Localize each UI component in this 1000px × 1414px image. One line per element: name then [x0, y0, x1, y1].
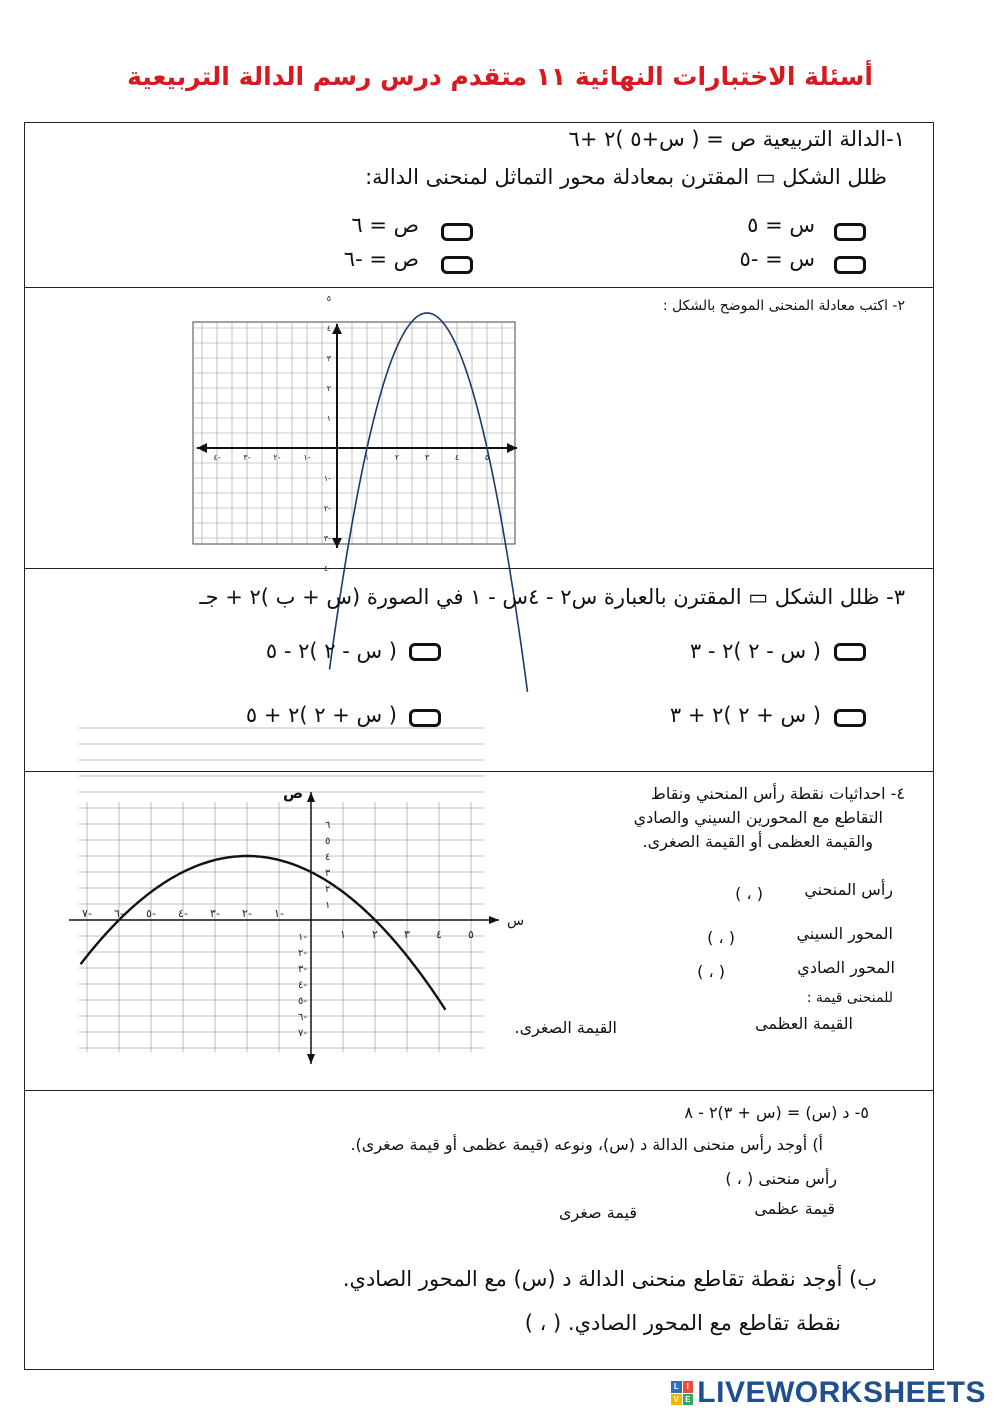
q4-x-tick-label: ٥-: [146, 907, 156, 920]
question-3-box: [24, 568, 934, 772]
q4-x-tick-label: ٢-: [242, 907, 252, 920]
q4-vertex-label: رأس المنحني: [804, 880, 893, 899]
q1-option-2-checkbox[interactable]: [441, 223, 473, 241]
q1-line2: ظلل الشكل ▭ المقترن بمعادلة محور التماثل لمنحنى الدالة:: [365, 165, 887, 189]
question-4-box: [24, 771, 934, 1091]
q2-y-tick-label: ٣-: [323, 534, 331, 543]
q2-x-tick-label: ١: [364, 453, 370, 462]
q4-y-tick-label: ٦-: [298, 1012, 307, 1023]
q4-x-tick-label: ٢: [372, 928, 378, 941]
q3-option-4: ( س + ٢ )٢ + ٥: [245, 703, 397, 727]
q4-x-tick-label: ٣-: [210, 907, 220, 920]
q4-y-tick-label: ٦: [325, 820, 331, 831]
q2-x-tick-label: ٣: [424, 453, 430, 462]
q2-y-tick-label: ٤: [326, 324, 331, 333]
q4-y-arrow-up: [307, 792, 315, 802]
liveworksheets-logo: [671, 1376, 986, 1410]
q4-parabola-curve: [81, 856, 446, 1010]
q1-line1: ١-الدالة التربيعية ص = ( س+٥ )٢ +٦: [568, 127, 905, 151]
question-5-box: [24, 1090, 934, 1370]
q3-option-3: ( س + ٢ )٢ + ٣: [669, 703, 821, 727]
question-2-box: [24, 287, 934, 573]
q4-x-tick-label: ٦-: [114, 907, 124, 920]
q4-y-tick-label: ٣: [325, 868, 331, 879]
q2-parabola-chart: [165, 294, 515, 573]
q4-curve-value-label: للمنحنى قيمة :: [806, 990, 893, 1006]
q4-vertex-answer[interactable]: ( ، ): [735, 884, 763, 903]
q1-option-4: ص = -٦: [343, 247, 419, 271]
q2-x-tick-label: ٥: [484, 453, 490, 462]
q2-y-tick-label: ٤-: [323, 564, 331, 573]
q4-y-arrow-down: [307, 1054, 315, 1064]
q4-y-tick-label: ٥-: [298, 996, 307, 1007]
q4-y-axis-title: ص: [283, 784, 304, 802]
q2-y-tick-label: ٢-: [323, 504, 331, 513]
q5-max-label: قيمة عظمى: [754, 1199, 835, 1218]
q4-y-tick-label: ١: [325, 900, 331, 911]
page-title: أسئلة الاختبارات النهائية ١١ متقدم درس رسم الدالة التربيعية: [127, 62, 873, 91]
q4-y-tick-label: ٣-: [298, 964, 307, 975]
q5-min-label: قيمة صغرى: [558, 1203, 637, 1222]
q4-x-axis-title: س: [507, 913, 525, 929]
q4-x-arrow-right: [489, 916, 499, 924]
q4-parabola-chart: [33, 782, 525, 1082]
q4-y-axis-label: المحور الصادي: [797, 958, 895, 977]
q3-option-4-checkbox[interactable]: [409, 709, 441, 727]
q5-line1: ٥- د (س) = (س + ٣)٢ - ٨: [684, 1103, 869, 1122]
q4-y-tick-label: ٢-: [298, 948, 307, 959]
q4-x-axis-answer[interactable]: ( ، ): [707, 928, 735, 947]
q1-option-1-checkbox[interactable]: [834, 223, 866, 241]
q4-y-tick-label: ٤: [325, 852, 331, 863]
q2-x-tick-label: ٤: [454, 453, 460, 462]
liveworksheets-brand: LIVEWORKSHEETS: [697, 1376, 986, 1409]
q4-y-tick-label: ٧-: [298, 1028, 307, 1039]
q3-line1: ٣- ظلل الشكل ▭ المقترن بالعبارة س٢ - ٤س - ١ في الصورة (س + ب )٢ + جـ: [199, 585, 905, 609]
q4-y-tick-label: ٢: [325, 884, 331, 895]
q5-line-b: ب) أوجد نقطة تقاطع منحنى الدالة د (س) مع المحور الصادي.: [342, 1267, 877, 1291]
q1-option-3: س = -٥: [739, 247, 815, 271]
q3-option-3-checkbox[interactable]: [834, 709, 866, 727]
q4-y-tick-label: ١-: [298, 932, 307, 943]
q1-option-2: ص = ٦: [351, 213, 419, 237]
q4-y-tick-label: ٥: [325, 836, 331, 847]
q4-x-tick-label: ٥: [468, 928, 474, 941]
q3-option-1: ( س - ٢ )٢ - ٣: [689, 639, 821, 663]
q3-option-2-checkbox[interactable]: [409, 643, 441, 661]
q2-x-tick-label: ٢-: [273, 453, 281, 462]
q2-y-tick-label: ٢: [326, 384, 331, 393]
q2-y-tick-label: ١-: [323, 474, 331, 483]
q4-line3: والقيمة العظمى أو القيمة الصغرى.: [642, 832, 873, 851]
q5-line-a: أ) أوجد رأس منحنى الدالة د (س)، ونوعه (قيمة عظمى أو قيمة صغرى).: [350, 1135, 823, 1154]
q2-prompt: ٢- اكتب معادلة المنحنى الموضح بالشكل :: [662, 298, 905, 314]
q4-max-label: القيمة العظمى: [755, 1014, 853, 1033]
q2-x-tick-label: ٤-: [213, 453, 221, 462]
q4-x-tick-label: ١-: [274, 907, 284, 920]
q2-y-tick-label: ٥: [326, 294, 331, 303]
q4-y-axis-answer[interactable]: ( ، ): [697, 962, 725, 981]
q2-y-tick-label: ٣: [326, 354, 331, 363]
q5-intercept-label[interactable]: نقطة تقاطع مع المحور الصادي. ( ، ): [524, 1311, 841, 1335]
q4-x-tick-label: ٣: [404, 928, 410, 941]
q4-x-tick-label: ٧-: [82, 907, 92, 920]
liveworksheets-logo-icon: L I V E: [671, 1381, 693, 1405]
q4-x-tick-label: ١: [340, 928, 346, 941]
q2-y-tick-label: ١: [326, 414, 331, 423]
q5-vertex-label[interactable]: رأس منحنى ( ، ): [725, 1169, 837, 1188]
q1-option-4-checkbox[interactable]: [441, 256, 473, 274]
q4-y-tick-label: ٤-: [298, 980, 307, 991]
q2-x-tick-label: ٣-: [243, 453, 251, 462]
q3-option-2: ( س - ٢ )٢ - ٥: [265, 639, 397, 663]
q4-line1: ٤- احداثيات نقطة رأس المنحني ونقاط: [651, 784, 905, 803]
q2-x-tick-label: ٢: [394, 453, 400, 462]
q4-x-tick-label: ٤-: [178, 907, 188, 920]
q1-option-1: س = ٥: [747, 213, 815, 237]
question-1-box: [24, 122, 934, 288]
q2-x-tick-label: ١-: [303, 453, 311, 462]
q4-line2: التقاطع مع المحورين السيني والصادي: [633, 808, 883, 827]
q1-option-3-checkbox[interactable]: [834, 256, 866, 274]
q4-x-axis-label: المحور السيني: [796, 924, 893, 943]
q4-x-tick-label: ٤: [436, 928, 442, 941]
q3-option-1-checkbox[interactable]: [834, 643, 866, 661]
q4-min-label: القيمة الصغرى.: [514, 1018, 617, 1037]
